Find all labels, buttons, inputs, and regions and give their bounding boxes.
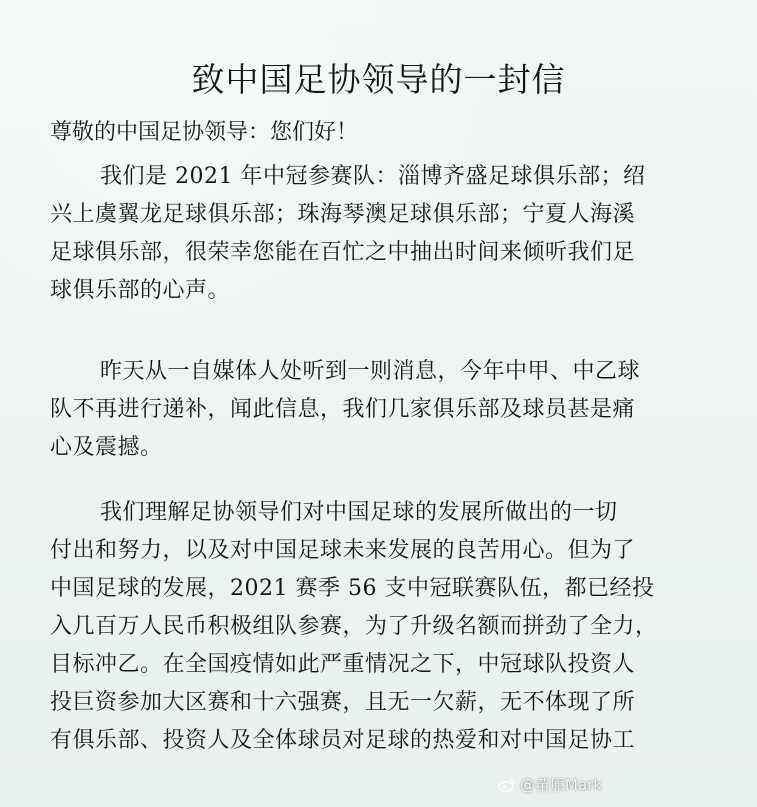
paragraph-line: 入几百万人民币积极组队参赛，为了升级名额而拼劲了全力， [50,614,658,639]
letter-greeting: 尊敬的中国足协领导：您们好！ [50,120,359,145]
paragraph-line: 投巨资参加大区赛和十六强赛，且无一欠薪，无不体现了所 [50,690,636,715]
weibo-icon [498,778,516,792]
paragraph-2 [50,353,690,467]
watermark [498,774,602,795]
paragraph-line: 付出和努力，以及对中国足球未来发展的良苦用心。但为了 [50,538,636,563]
paragraph-line: 我们是 2021 年中冠参赛队：淄博齐盛足球俱乐部；绍 [100,164,646,189]
paragraph-3 [50,494,690,760]
paragraph-line: 兴上虞翼龙足球俱乐部；珠海琴澳足球俱乐部；宁夏人海溪 [50,202,636,227]
letter-title: 致中国足协领导的一封信 [191,60,566,99]
paragraph-line: 我们理解足协领导们对中国足球的发展所做出的一切 [100,500,618,525]
paragraph-line: 昨天从一自媒体人处听到一则消息，今年中甲、中乙球 [100,359,641,384]
paragraph-line: 中国足球的发展，2021 赛季 56 支中冠联赛队伍，都已经投 [50,576,655,601]
paragraph-line: 有俱乐部、投资人及全体球员对足球的热爱和对中国足协工 [50,728,636,753]
paragraph-1 [50,158,690,310]
paragraph-line: 队不再进行递补，闻此信息，我们几家俱乐部及球员甚是痛 [50,397,636,422]
paragraph-line: 心及震撼。 [50,435,163,460]
paragraph-line: 球俱乐部的心声。 [50,278,231,303]
paragraph-line: 目标冲乙。在全国疫情如此严重情况之下，中冠球队投资人 [50,652,636,677]
watermark-text: @苗原Mark [520,776,602,794]
paragraph-line: 足球俱乐部，很荣幸您能在百忙之中抽出时间来倾听我们足 [50,240,636,265]
